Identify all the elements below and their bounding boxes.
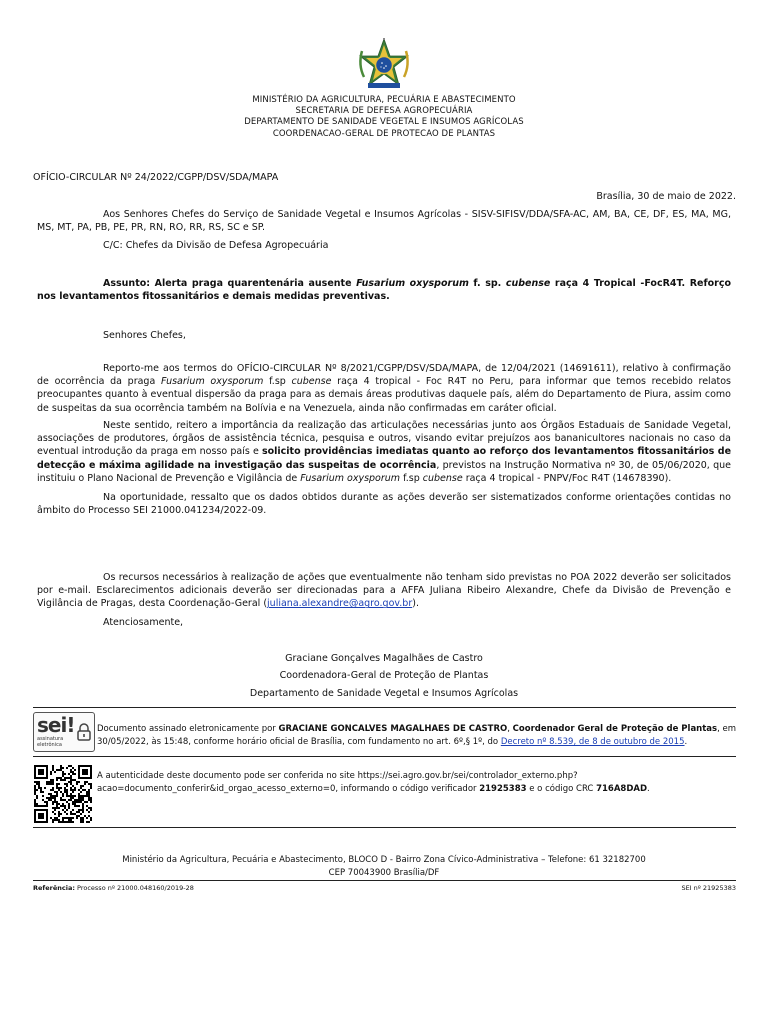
body-paragraph-4: Os recursos necessários à realização de ações que eventualmente não tenham sido previstas no POA 2022 deverão ser solicitados por e-mail. Esclarecimentos adicionais deverão ser direcionadas para a AFFA Juliana Ribeiro Alexandre, Chefe da Divisão de Prevenção e Vigilância de Pragas, desta Coordenação-Geral (juliana.alexandre@agro.gov.br).: [37, 572, 731, 610]
subject-paragraph: Assunto: Alerta praga quarentenária ausente Fusarium oxysporum f. sp. cubense raça 4 Tropical -FocR4T. Reforço nos levantamentos fitossanitários e demais medidas preventivas.: [37, 278, 731, 303]
verification-code: 21925383: [479, 784, 527, 794]
closing: Atenciosamente,: [103, 617, 184, 628]
footer-postal: CEP 70043900 Brasília/DF: [328, 867, 440, 878]
body-paragraph-1: Reporto-me aos termos do OFÍCIO-CIRCULAR Nº 8/2021/CGPP/DSV/SDA/MAPA, de 12/04/2021 (14691611), relativo à confirmação de ocorrência da praga Fusarium oxysporum f.sp cubense raça 4 tropical - Foc R4T no Peru, para informar que temos recebido relatos preocupantes quanto à eventual dispersão da praga para as demais áreas produtivas daquele país, além do Departamento de Piura, assim como de suspeitas da sua ocorrência também na Bolívia e na Venezuela, ainda não confirmadas em caráter oficial.: [37, 363, 731, 414]
decree-link[interactable]: Decreto nº 8.539, de 8 de outubro de 2015: [500, 737, 685, 747]
letterhead-ministry: MINISTÉRIO DA AGRICULTURA, PECUÁRIA E ABASTECIMENTO: [252, 95, 516, 105]
sei-number: SEI nº 21925383: [681, 884, 736, 892]
lock-icon: [77, 723, 91, 741]
divider: [33, 707, 736, 708]
crc-code: 716A8DAD: [596, 784, 648, 794]
document-date: Brasília, 30 de maio de 2022.: [596, 191, 736, 202]
divider: [33, 756, 736, 757]
signatory-name: Graciane Gonçalves Magalhães de Castro: [285, 653, 483, 664]
recipients-paragraph: Aos Senhores Chefes do Serviço de Sanidade Vegetal e Insumos Agrícolas - SISV-SIFISV/DDA/SFA-AC, AM, BA, CE, DF, ES, MA, MG, MS, MT, PA, PB, PE, PR, RN, RO, RR, RS, SC e SP.: [37, 209, 731, 234]
signatory-role: Coordenadora-Geral de Proteção de Plantas: [279, 670, 489, 681]
sei-seal-caption: assinatura eletrônica: [37, 736, 64, 748]
authenticity-text: A autenticidade deste documento pode ser conferida no site https://sei.agro.gov.br/sei/controlador_externo.php?acao=documento_conferir&id_orgao_acesso_externo=0, informando o código verificador 21925383 e o código CRC 716A8DAD.: [97, 771, 650, 794]
qr-code-icon: [34, 765, 92, 823]
coat-of-arms-icon: [354, 38, 414, 94]
body-paragraph-3: Na oportunidade, ressalto que os dados obtidos durante as ações deverão ser sistematizados conforme orientações contidas no âmbito do Processo SEI 21000.041234/2022-09.: [37, 492, 731, 517]
letterhead-secretariat: SECRETARIA DE DEFESA AGROPECUÁRIA: [295, 106, 473, 117]
letterhead-coordination: COORDENACAO-GERAL DE PROTECAO DE PLANTAS: [272, 128, 496, 139]
signatory-department: Departamento de Sanidade Vegetal e Insumos Agrícolas: [249, 688, 519, 699]
body-paragraph-2: Neste sentido, reitero a importância da realização das articulações necessárias junto aos Órgãos Estaduais de Sanidade Vegetal, associações de produtores, órgãos de assistência técnica, pesquisa e outros, visando evitar prejuízos aos bananicultores nacionais no caso da eventual introdução da praga em nosso país e solicito providências imediatas quanto ao reforço dos levantamentos fitossanitários de detecção e máxima agilidade na investigação das suspeitas de ocorrência, previstos na Instrução Normativa nº 30, de 05/06/2020, que instituiu o Plano Nacional de Prevenção e Vigilância de Fusarium oxysporum f.sp cubense raça 4 tropical - PNPV/Foc R4T (14678390).: [37, 420, 732, 484]
footer-address: Ministério da Agricultura, Pecuária e Abastecimento, BLOCO D - Bairro Zona Cívico-Administrativa – Telefone: 61 32182700: [122, 855, 646, 865]
divider: [33, 880, 736, 881]
electronic-signature-text: Documento assinado eletronicamente por GRACIANE GONCALVES MAGALHAES DE CASTRO, Coordenador Geral de Proteção de Plantas, em 30/05/2022, às 15:48, conforme horário oficial de Brasília, com fundamento no art. 6º,§ 1º, do Decreto nº 8.539, de 8 de outubro de 2015.: [97, 724, 737, 747]
process-reference: Referência: Processo nº 21000.048160/2019-28: [33, 884, 194, 892]
document-number: OFÍCIO-CIRCULAR Nº 24/2022/CGPP/DSV/SDA/MAPA: [33, 172, 279, 183]
cc-line: C/C: Chefes da Divisão de Defesa Agropecuária: [103, 240, 329, 251]
sei-logo: sei!: [37, 713, 75, 737]
email-link[interactable]: juliana.alexandre@agro.gov.br: [267, 598, 413, 610]
letterhead: [0, 95, 768, 140]
letterhead-department: DEPARTAMENTO DE SANIDADE VEGETAL E INSUMOS AGRÍCOLAS: [244, 117, 524, 128]
greeting: Senhores Chefes,: [103, 330, 186, 341]
divider: [33, 827, 736, 828]
sei-signature-seal: [33, 712, 95, 752]
page-footer: [0, 854, 768, 879]
